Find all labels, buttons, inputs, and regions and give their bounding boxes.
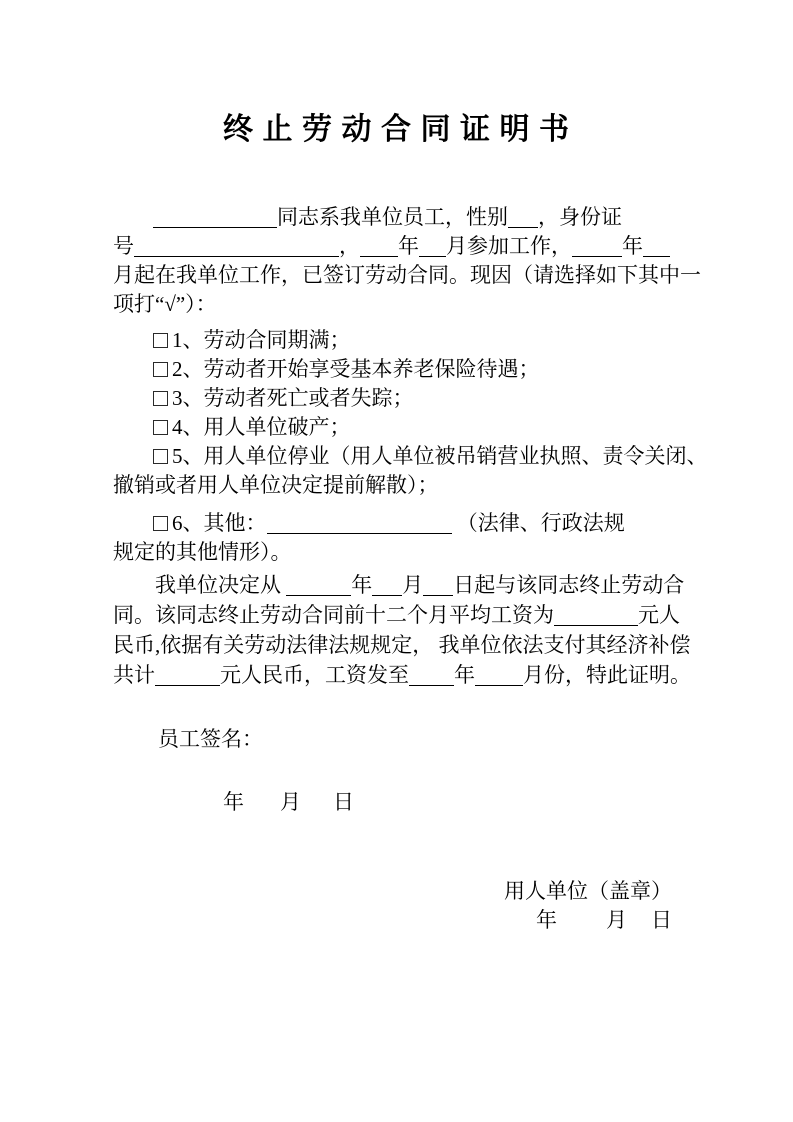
intro-paragraph	[113, 203, 701, 319]
text-run: 5、用人单位停业（用人单位被吊销营业执照、责令关闭、	[172, 444, 708, 468]
blank-fill-in-field[interactable]	[155, 665, 220, 686]
spacer	[244, 808, 280, 809]
text-run: 月	[606, 908, 627, 932]
text-run: 月参加工作，	[446, 234, 572, 258]
document-body	[113, 203, 708, 935]
blank-fill-in-field[interactable]	[475, 665, 523, 686]
blank-fill-in-field[interactable]	[134, 236, 339, 257]
text-run: 用人单位（盖章）	[504, 879, 672, 903]
text-run: 同志系我单位员工，性别	[277, 205, 508, 229]
spacer	[557, 926, 606, 927]
text-run: 月	[280, 790, 301, 814]
text-run: 月份，特此证明。	[523, 663, 691, 687]
text-run: 号	[113, 234, 134, 258]
text-run: 元人	[638, 603, 680, 627]
text-run: 民币,依据有关劳动法律法规规定， 我单位依法支付其经济补偿	[113, 633, 691, 657]
blank-fill-in-field[interactable]	[153, 207, 277, 228]
reason-item-4	[113, 413, 680, 442]
reason-list	[113, 326, 708, 567]
employee-signature-date	[113, 788, 680, 817]
employee-signature-label	[113, 725, 680, 754]
reason-item-5-continuation	[113, 471, 680, 500]
intro-line-2	[113, 232, 680, 261]
text-run: （法律、行政法规	[451, 511, 625, 535]
blank-fill-in-field[interactable]	[423, 575, 453, 596]
text-run: 2、劳动者开始享受基本养老保险待遇；	[172, 357, 540, 381]
text-run: 我单位决定从	[155, 573, 287, 597]
text-run: 日起与该同志终止劳动合	[453, 573, 685, 597]
decision-paragraph	[113, 570, 691, 690]
text-run: 3、劳动者死亡或者失踪；	[172, 386, 414, 410]
reason-item-5	[113, 442, 708, 471]
text-run: 年	[454, 663, 475, 687]
blank-fill-in-field[interactable]	[554, 605, 638, 626]
text-run: 日	[333, 790, 354, 814]
reason-1-checkbox[interactable]	[153, 333, 168, 348]
text-run: 规定的其他情形）。	[113, 540, 292, 564]
text-run: 月	[402, 573, 424, 597]
reason-item-6	[113, 509, 680, 538]
text-run: 年	[398, 234, 419, 258]
blank-fill-in-field[interactable]	[286, 575, 351, 596]
text-run: 6、其他：	[172, 511, 267, 535]
blank-fill-in-field[interactable]	[409, 665, 454, 686]
reason-item-2	[113, 355, 680, 384]
blank-fill-in-field[interactable]	[267, 513, 452, 534]
text-run: 元人民币，工资发至	[220, 663, 409, 687]
reason-item-3	[113, 384, 680, 413]
decision-line-4	[113, 660, 691, 690]
spacer	[301, 808, 333, 809]
text-run: 年	[622, 234, 643, 258]
blank-fill-in-field[interactable]	[643, 236, 670, 257]
blank-fill-in-field[interactable]	[372, 575, 402, 596]
employer-date-line	[113, 906, 672, 935]
reason-4-checkbox[interactable]	[153, 420, 168, 435]
text-run: ，	[339, 234, 360, 258]
text-run: 项打“√”）：	[113, 292, 217, 316]
text-run: 日	[651, 908, 672, 932]
decision-line-2	[113, 600, 680, 630]
employee-signature-line	[113, 725, 680, 754]
text-run: 1、劳动合同期满；	[172, 328, 351, 352]
reason-6-checkbox[interactable]	[153, 516, 168, 531]
reason-5-checkbox[interactable]	[153, 449, 168, 464]
employee-date-line	[113, 788, 680, 817]
blank-fill-in-field[interactable]	[360, 236, 398, 257]
employer-stamp-line	[113, 877, 672, 906]
text-run: 同。该同志终止劳动合同前十二个月平均工资为	[113, 603, 554, 627]
document-title: 终 止 劳 动 合 同 证 明 书	[223, 113, 570, 146]
text-run: 共计	[113, 663, 155, 687]
text-run: 员工签名：	[158, 727, 263, 751]
text-run: 年	[223, 790, 244, 814]
text-run: ，身份证	[538, 205, 622, 229]
employer-stamp-block	[113, 877, 680, 935]
reason-3-checkbox[interactable]	[153, 391, 168, 406]
text-run: 年	[536, 908, 557, 932]
decision-line-1	[113, 570, 685, 600]
text-run: 4、用人单位破产；	[172, 415, 351, 439]
intro-line-1	[113, 203, 680, 232]
intro-line-3	[113, 261, 701, 290]
intro-line-4	[113, 290, 680, 319]
reason-2-checkbox[interactable]	[153, 362, 168, 377]
blank-fill-in-field[interactable]	[508, 207, 538, 228]
decision-line-3	[113, 630, 691, 660]
reason-item-6-continuation	[113, 538, 680, 567]
reason-item-1	[113, 326, 680, 355]
blank-fill-in-field[interactable]	[419, 236, 446, 257]
text-run: 撤销或者用人单位决定提前解散）；	[113, 473, 439, 497]
text-run: 年	[351, 573, 373, 597]
spacer	[627, 926, 651, 927]
blank-fill-in-field[interactable]	[572, 236, 622, 257]
text-run: 月起在我单位工作，已签订劳动合同。现因（请选择如下其中一	[113, 263, 701, 287]
